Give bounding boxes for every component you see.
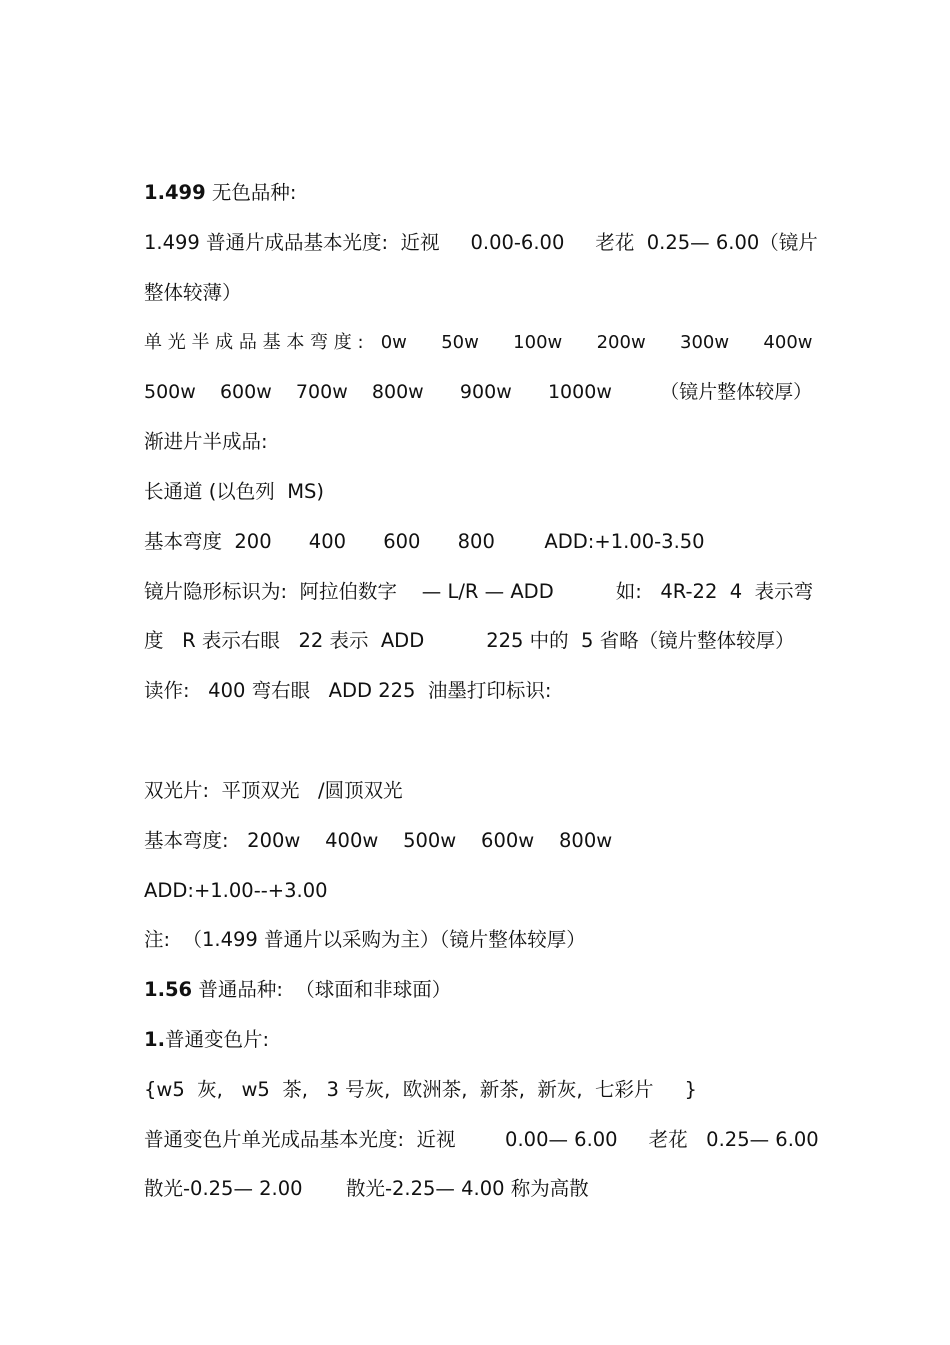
text-line: 整体较薄） bbox=[144, 281, 242, 304]
text-line: 读作: 400 弯右眼 ADD 225 油墨打印标识: bbox=[144, 679, 552, 702]
text-line: 渐进片半成品: bbox=[144, 430, 268, 453]
text-line: ADD:+1.00--+3.00 bbox=[144, 879, 328, 902]
heading-number: 1. bbox=[144, 1028, 165, 1051]
text-line: 长通道 (以色列 MS) bbox=[144, 480, 325, 503]
text-line: 普通变色片单光成品基本光度: 近视 0.00— 6.00 老花 0.25— 6.00 bbox=[144, 1128, 819, 1151]
heading-number: 1.56 bbox=[144, 978, 193, 1001]
text-line: 散光-0.25— 2.00 散光-2.25— 4.00 称为高散 bbox=[144, 1177, 589, 1200]
subheading-photochromic bbox=[144, 1027, 824, 1053]
text-line: 度 R 表示右眼 22 表示 ADD 225 中的 5 省略（镜片整体较厚） bbox=[144, 629, 795, 652]
text-line: {w5 灰, w5 茶, 3 号灰, 欧洲茶, 新茶, 新灰, 七彩片 } bbox=[144, 1078, 697, 1101]
heading-number: 1.499 bbox=[144, 181, 206, 204]
text-line: 双光片: 平顶双光 /圆顶双光 bbox=[144, 779, 403, 802]
heading-text: 普通变色片: bbox=[164, 1028, 270, 1051]
text-line: 1.499 普通片成品基本光度: 近视 0.00-6.00 老花 0.25— 6.00（镜片 bbox=[144, 231, 818, 254]
heading-text: 无色品种: bbox=[205, 181, 297, 204]
text-line: 单 光 半 成 品 基 本 弯 度 : 0w 50w 100w 200w 300w 400w bbox=[144, 332, 813, 353]
heading-1499-colorless bbox=[144, 180, 824, 206]
text-line: 镜片隐形标识为: 阿拉伯数字 — L/R — ADD 如: 4R-22 4 表示弯 bbox=[144, 580, 814, 603]
text-line: 基本弯度 200 400 600 800 ADD:+1.00-3.50 bbox=[144, 530, 705, 553]
heading-156-regular bbox=[144, 977, 824, 1003]
text-line: 注: （1.499 普通片以采购为主）（镜片整体较厚） bbox=[144, 928, 586, 951]
text-line: 500w 600w 700w 800w 900w 1000w （镜片整体较厚） bbox=[144, 381, 813, 403]
text-line: 基本弯度: 200w 400w 500w 600w 800w bbox=[144, 829, 613, 852]
heading-text: 普通品种: （球面和非球面） bbox=[192, 978, 452, 1001]
